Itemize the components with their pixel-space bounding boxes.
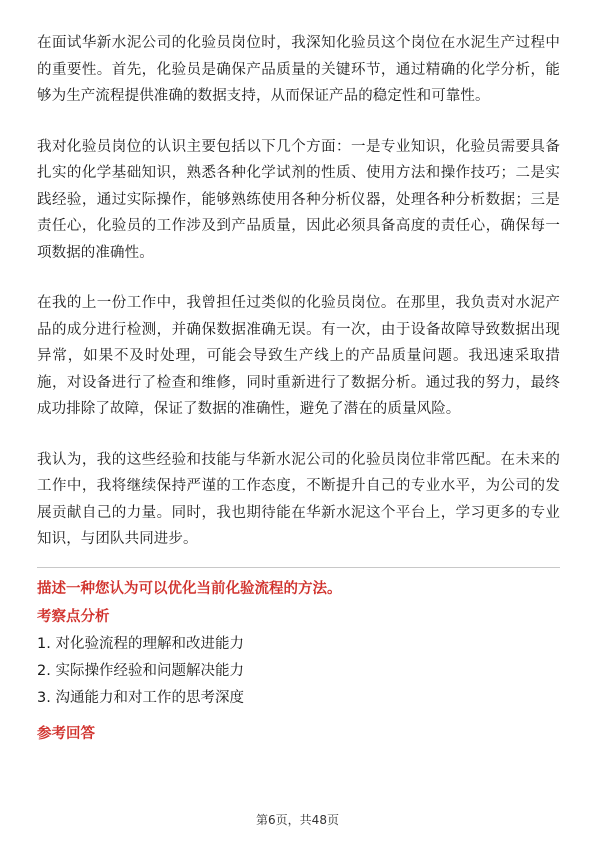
section-divider	[37, 567, 560, 568]
answer-paragraph-3: 在我的上一份工作中，我曾担任过类似的化验员岗位。在那里，我负责对水泥产品的成分进行检测，并确保数据准确无误。有一次，由于设备故障导致数据出现异常，如果不及时处理，可能会导致生产线上的产品质量问题。我迅速采取措施，对设备进行了检查和维修，同时重新进行了数据分析。通过我的努力，最终成功排除了故障，保证了数据的准确性，避免了潜在的质量风险。	[37, 295, 560, 417]
reference-answer-title: 参考回答	[37, 725, 95, 742]
answer-paragraph-2: 我对化验员岗位的认识主要包括以下几个方面：一是专业知识，化验员需要具备扎实的化学基础知识，熟悉各种化学试剂的性质、使用方法和操作技巧；二是实践经验，通过实际操作，能够熟练使用各种分析仪器，处理各种分析数据；三是责任心，化验员的工作涉及到产品质量，因此必须具备高度的责任心，确保每一项数据的准确性。	[37, 138, 560, 261]
document-page	[37, 30, 560, 746]
answer-paragraph-1: 在面试华新水泥公司的化验员岗位时，我深知化验员这个岗位在水泥生产过程中的重要性。首先，化验员是确保产品质量的关键环节，通过精确的化学分析，能够为生产流程提供准确的数据支持，从而保证产品的稳定性和可靠性。	[37, 35, 560, 104]
question-heading: 描述一种您认为可以优化当前化验流程的方法。	[37, 580, 342, 597]
page-number-footer: 第6页，共48页	[256, 813, 339, 827]
analysis-item-1: 1. 对化验流程的理解和改进能力	[37, 635, 244, 652]
analysis-item-2: 2. 实际操作经验和问题解决能力	[37, 662, 244, 679]
analysis-title: 考察点分析	[37, 608, 110, 625]
answer-paragraph-4: 我认为，我的这些经验和技能与华新水泥公司的化验员岗位非常匹配。在未来的工作中，我将继续保持严谨的工作态度，不断提升自己的专业水平，为公司的发展贡献自己的力量。同时，我也期待能在华新水泥这个平台上，学习更多的专业知识，与团队共同进步。	[37, 451, 560, 547]
analysis-item-3: 3. 沟通能力和对工作的思考深度	[37, 689, 244, 706]
analysis-list	[37, 631, 560, 712]
